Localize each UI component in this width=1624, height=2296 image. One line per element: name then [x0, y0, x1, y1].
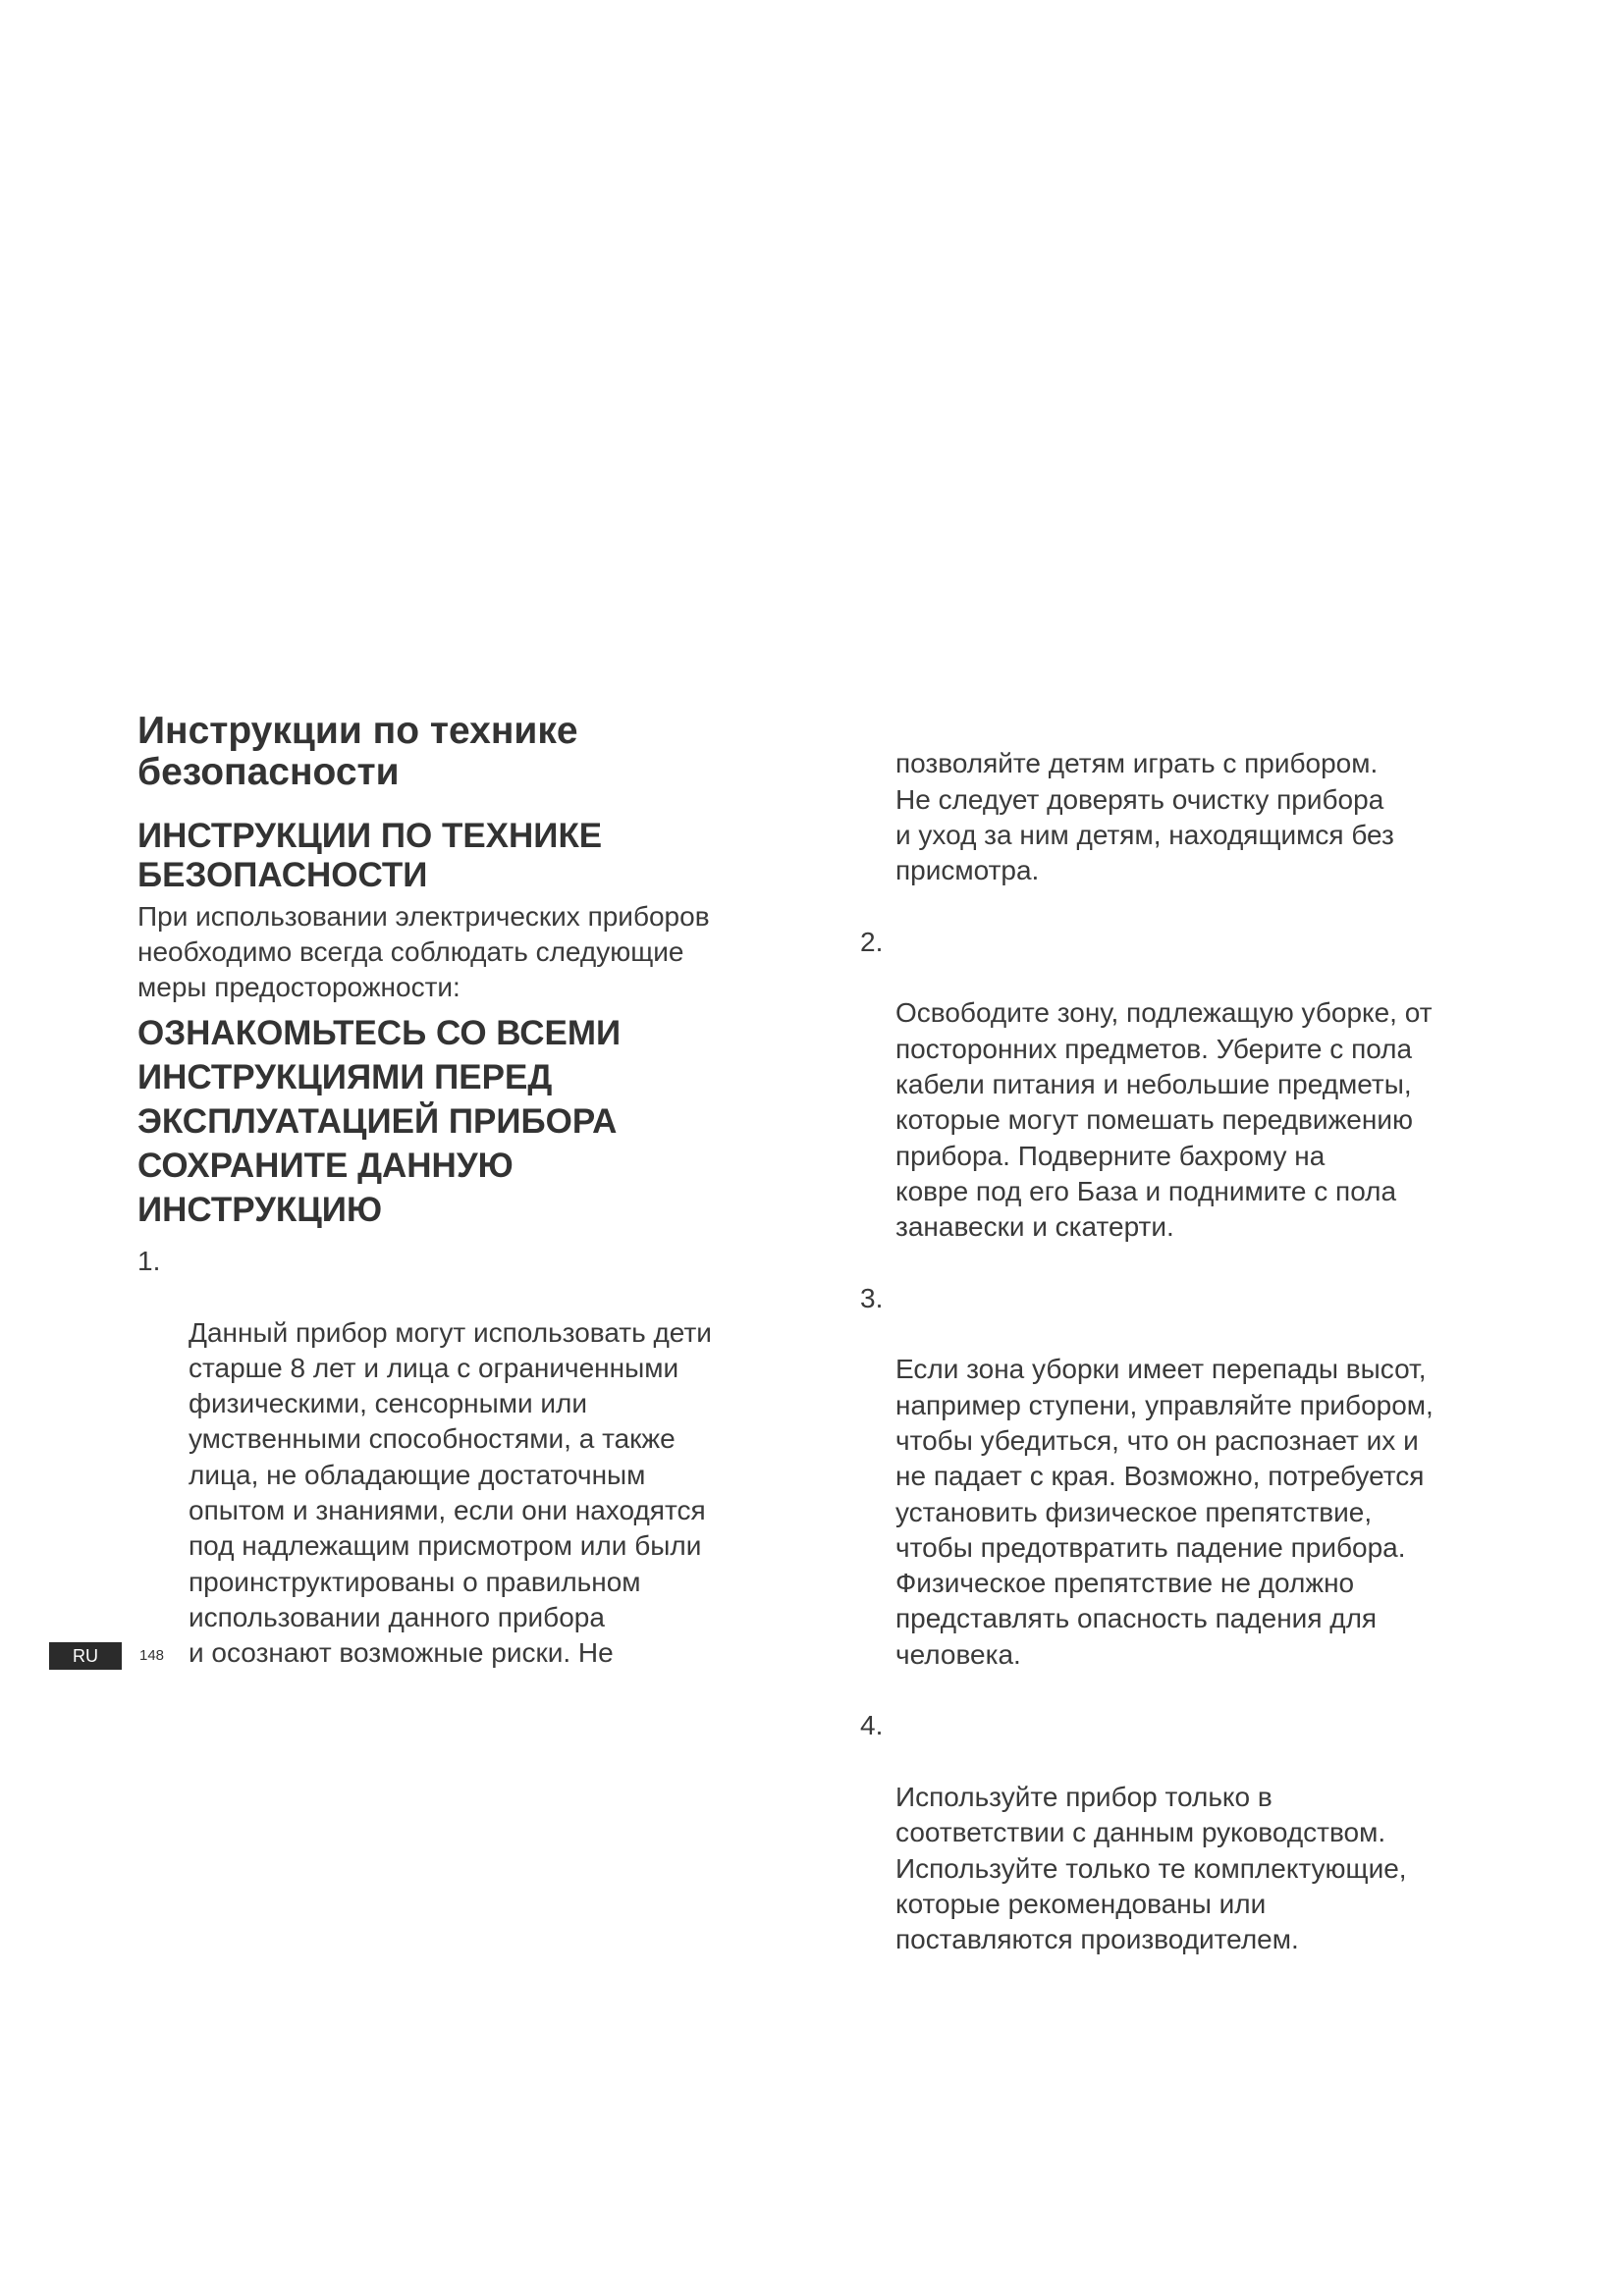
right-column — [860, 711, 1547, 1994]
list-item-2 — [860, 925, 1547, 1281]
left-column — [137, 711, 785, 1707]
list-item-1 — [137, 1244, 785, 1707]
page-title: Инструкции по технике безопасности — [137, 710, 578, 793]
list-item-text — [155, 1315, 785, 1672]
list-item-body: Данный прибор могут использовать дети старше 8 лет и лица с ограниченными физическими, сенсорными или умственными способностями, а также лица, не обладающие достаточным опытом и знаниями, если они находятся под надлежащим присмотром или были проинструктированы о правильном использовании данного прибора и осознают возможные риски. Не — [189, 1316, 712, 1669]
list-item-text: Используйте прибор только в соответствии с данным руководством. Используйте только те комплектующие, которые рекомендованы или поставляются производителем. — [895, 1781, 1407, 1955]
list-item-3 — [860, 1281, 1547, 1709]
language-tag: RU — [49, 1642, 122, 1670]
list-item-text: Если зона уборки имеет перепады высот, например ступени, управляйте прибором, чтобы убедиться, что он распознает их и не падает с края. Возможно, потребуется установить физическое препятствие, чтобы предотвратить падение прибора. Физическое препятствие не должно представлять опасность падения для человека. — [895, 1354, 1434, 1670]
list-item-text: позволяйте детям играть с прибором. Не следует доверять очистку прибора и уход за ним детям, находящимся без присмотра. — [895, 748, 1394, 886]
list-item-number: 1. — [137, 1246, 161, 1276]
intro-paragraph: При использовании электрических приборов необходимо всегда соблюдать следующие меры предосторожности: — [137, 901, 710, 1002]
list-item-number: 4. — [860, 1710, 884, 1741]
list-item-number: 3. — [860, 1282, 884, 1313]
list-item-1-continued — [860, 711, 1547, 925]
list-item-text: Освободите зону, подлежащую уборке, от посторонних предметов. Уберите с пола кабели питания и небольшие предметы, которые могут помешать передвижению прибора. Подверните бахрому на ковре под его База и поднимите с пола занавески и скатерти. — [895, 997, 1433, 1243]
list-item-number: 2. — [860, 926, 884, 957]
list-item-4 — [860, 1708, 1547, 1993]
warning-heading: ОЗНАКОМЬТЕСЬ СО ВСЕМИ ИНСТРУКЦИЯМИ ПЕРЕД ЭКСПЛУАТАЦИЕЙ ПРИБОРА СОХРАНИТЕ ДАННУЮ ИНСТРУКЦИЮ — [137, 1014, 622, 1229]
page-number: 148 — [139, 1647, 165, 1664]
section-heading: ИНСТРУКЦИИ ПО ТЕХНИКЕ БЕЗОПАСНОСТИ — [137, 817, 603, 894]
